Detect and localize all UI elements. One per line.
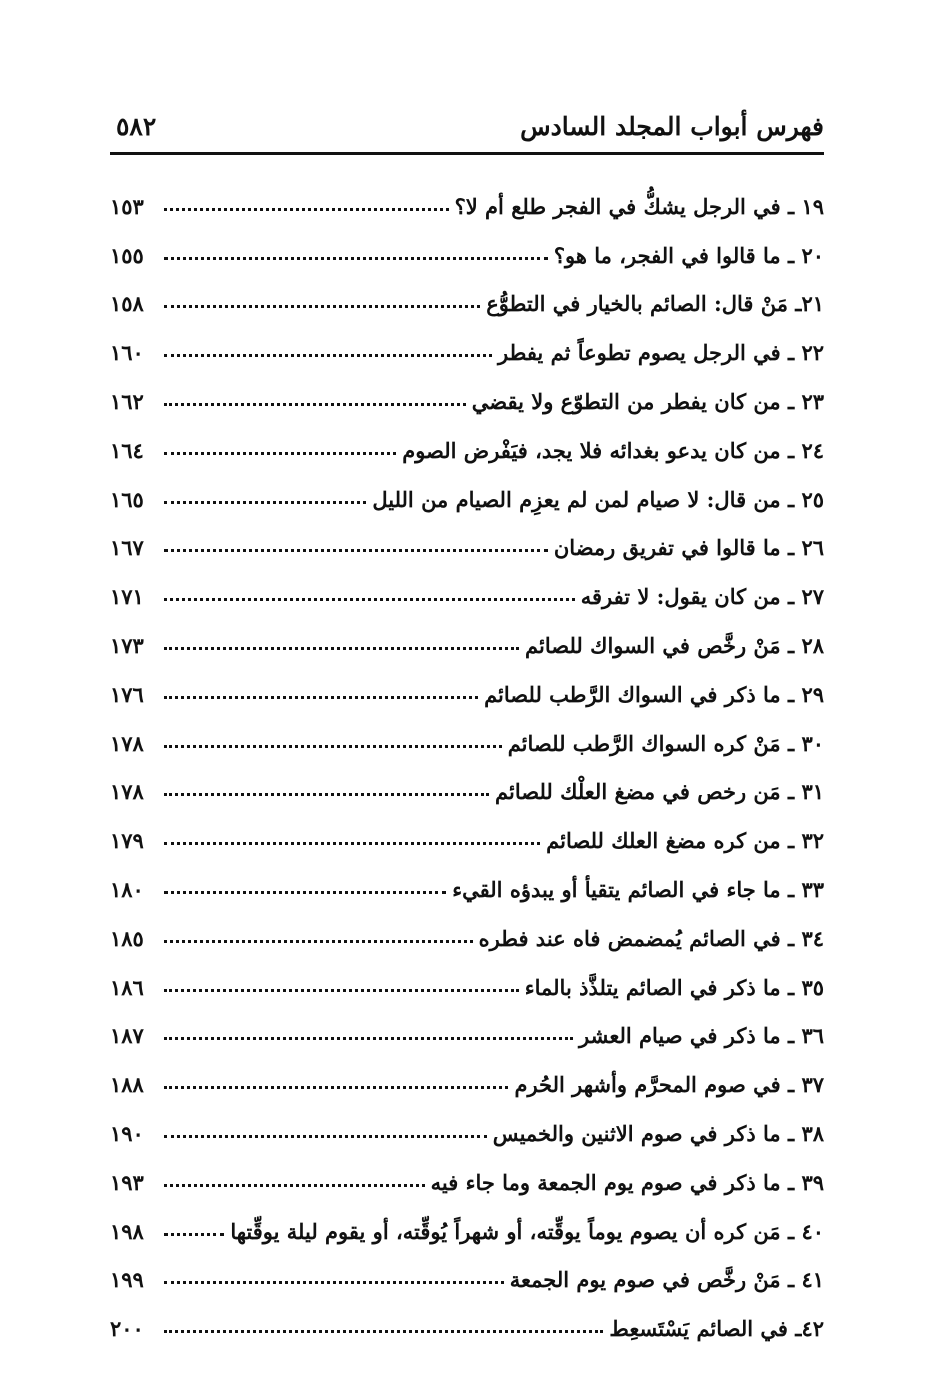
dot-leader — [164, 1037, 573, 1040]
toc-entry-page: ١٨٦ — [110, 974, 144, 1000]
dot-leader — [164, 745, 502, 748]
toc-entry-title: ٣٧ ـ في صوم المحرَّم وأشهر الحُرم — [514, 1072, 824, 1098]
toc-entry-title: ٣٩ ـ ما ذكر في صوم يوم الجمعة وما جاء فيه — [430, 1169, 824, 1195]
toc-entry-page: ١٩٠ — [110, 1120, 144, 1146]
dot-leader — [164, 1233, 224, 1236]
toc-entry — [110, 902, 824, 951]
toc-entry-title: ٢٣ ـ من كان يفطر من التطوّع ولا يقضي — [471, 388, 824, 414]
page-number: ٥٨٢ — [116, 112, 157, 141]
page-title: فهرس أبواب المجلد السادس — [520, 112, 824, 141]
toc-entry — [110, 804, 824, 853]
toc-entry-page: ١٥٨ — [110, 291, 144, 317]
dot-leader — [164, 940, 473, 943]
toc-entry — [110, 268, 824, 317]
toc-entry — [110, 951, 824, 1000]
toc-entry-title: ١٩ ـ في الرجل يشكُّ في الفجر طلع أم لا؟ — [454, 193, 824, 219]
toc-entry-title: ٢٠ ـ ما قالوا في الفجر، ما هو؟ — [553, 242, 824, 268]
toc-entry — [110, 609, 824, 658]
toc-entry-page: ١٦٢ — [110, 388, 144, 414]
toc-entry-title: ٣٣ ـ ما جاء في الصائم يتقيأ أو يبدؤه القيء — [452, 876, 824, 902]
toc-entry — [110, 170, 824, 219]
dot-leader — [164, 1281, 504, 1284]
dot-leader — [164, 1086, 508, 1089]
dot-leader — [164, 452, 396, 455]
toc-entry-page: ١٦٥ — [110, 486, 144, 512]
dot-leader — [164, 501, 366, 504]
dot-leader — [164, 1184, 425, 1187]
toc-entry-title: ٣٥ ـ ما ذكر في الصائم يتلذَّذ بالماء — [524, 974, 824, 1000]
header-rule — [110, 152, 824, 155]
dot-leader — [164, 989, 519, 992]
toc-entry — [110, 707, 824, 756]
toc-entry — [110, 463, 824, 512]
dot-leader — [164, 647, 519, 650]
toc-entry-page: ٢٠٠ — [110, 1316, 144, 1342]
toc-entry-title: ٢١ـ مَنْ قال: الصائم بالخيار في التطوُّع — [486, 291, 824, 317]
toc-entry-page: ١٥٥ — [110, 242, 144, 268]
dot-leader — [164, 354, 492, 357]
toc-entry — [110, 219, 824, 268]
toc-entry-title: ٣٤ ـ في الصائم يُمضمض فاه عند فطره — [478, 925, 824, 951]
dot-leader — [164, 257, 548, 260]
toc-entry-title: ٢٧ ـ من كان يقول: لا تفرقه — [580, 584, 824, 610]
toc-entry — [110, 1146, 824, 1195]
toc-entry-title: ٢٨ ـ مَنْ رخَّص في السواك للصائم — [525, 632, 824, 658]
toc-entry-title: ٢٥ ـ من قال: لا صيام لمن لم يعزِم الصيام من الليل — [372, 486, 824, 512]
dot-leader — [164, 1135, 487, 1138]
toc-entry — [110, 658, 824, 707]
toc-entry-page: ١٦٠ — [110, 340, 144, 366]
toc-entry-title: ٢٩ ـ ما ذكر في السواك الرَّطب للصائم — [484, 681, 824, 707]
toc-entry-title: ٤٠ ـ مَن كره أن يصوم يوماً يوقِّته، أو شهراً يُوقِّته، أو يقوم ليلة يوقِّتها — [230, 1218, 824, 1244]
toc-entry-page: ١٨٨ — [110, 1072, 144, 1098]
dot-leader — [164, 793, 489, 796]
toc-entry-title: ٢٢ ـ في الرجل يصوم تطوعاً ثم يفطر — [498, 340, 824, 366]
dot-leader — [164, 842, 540, 845]
toc-entry-page: ١٧٩ — [110, 828, 144, 854]
toc-entry-page: ١٩٩ — [110, 1267, 144, 1293]
dot-leader — [164, 891, 446, 894]
toc-entry-page: ١٧٨ — [110, 779, 144, 805]
dot-leader — [164, 403, 466, 406]
toc-entry-page: ١٦٤ — [110, 437, 144, 463]
toc-entry — [110, 1097, 824, 1146]
toc-entry-page: ١٧٣ — [110, 632, 144, 658]
toc-entry — [110, 316, 824, 365]
toc-entry-title: ٤٢ـ في الصائم يَسْتَسعِط — [609, 1316, 824, 1342]
toc-entry — [110, 560, 824, 609]
dot-leader — [164, 208, 449, 211]
toc-entry-page: ١٧٦ — [110, 681, 144, 707]
toc-entry — [110, 1244, 824, 1293]
toc-entry-title: ٣٠ ـ مَنْ كره السواك الرَّطب للصائم — [507, 730, 824, 756]
toc-entry — [110, 756, 824, 805]
toc-entry-title: ٤١ ـ مَنْ رخَّص في صوم يوم الجمعة — [509, 1267, 824, 1293]
toc-entry-page: ١٧١ — [110, 584, 144, 610]
toc-entry-title: ٢٤ ـ من كان يدعو بغدائه فلا يجد، فيَفْرض الصوم — [402, 437, 824, 463]
toc-entry — [110, 1048, 824, 1097]
toc-entry-title: ٣١ ـ مَن رخص في مضغ العلْك للصائم — [495, 779, 824, 805]
dot-leader — [164, 598, 575, 601]
toc-entry-title: ٢٦ ـ ما قالوا في تفريق رمضان — [553, 535, 824, 561]
toc-entry — [110, 1000, 824, 1049]
toc-entry-page: ١٨٠ — [110, 876, 144, 902]
toc-entry-page: ١٦٧ — [110, 535, 144, 561]
toc-entry — [110, 1292, 824, 1341]
toc-entry-page: ١٧٨ — [110, 730, 144, 756]
toc-entry-title: ٣٨ ـ ما ذكر في صوم الاثنين والخميس — [492, 1120, 824, 1146]
dot-leader — [164, 549, 548, 552]
toc-entry-page: ١٨٥ — [110, 925, 144, 951]
toc-entry — [110, 853, 824, 902]
dot-leader — [164, 305, 480, 308]
toc-entry — [110, 365, 824, 414]
toc-entry-title: ٣٢ ـ من كره مضغ العلك للصائم — [546, 828, 824, 854]
running-header — [110, 100, 824, 150]
toc-entry — [110, 512, 824, 561]
table-of-contents — [110, 170, 824, 1341]
toc-entry-page: ١٩٣ — [110, 1169, 144, 1195]
toc-entry-page: ١٨٧ — [110, 1023, 144, 1049]
dot-leader — [164, 1330, 603, 1333]
toc-entry-title: ٣٦ ـ ما ذكر في صيام العشر — [579, 1023, 824, 1049]
toc-entry — [110, 1195, 824, 1244]
toc-entry-page: ١٩٨ — [110, 1218, 144, 1244]
toc-entry — [110, 414, 824, 463]
toc-entry-page: ١٥٣ — [110, 193, 144, 219]
dot-leader — [164, 696, 478, 699]
